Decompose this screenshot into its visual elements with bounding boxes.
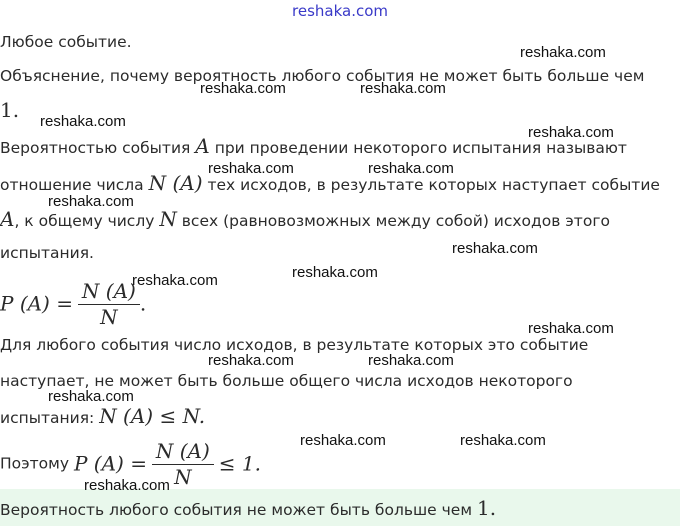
formula-lhs: P (A) = bbox=[73, 451, 147, 476]
definition-text: всех (равновозможных между собой) исходов этого bbox=[181, 212, 610, 230]
answer-box bbox=[0, 489, 680, 526]
reason-line-2: наступает, не может быть больше общего числа исходов некоторого bbox=[0, 372, 573, 390]
watermark: reshaka.com bbox=[452, 240, 538, 257]
watermark: reshaka.com bbox=[368, 160, 454, 177]
event-variable: A bbox=[195, 134, 210, 158]
watermark: reshaka.com bbox=[292, 264, 378, 281]
math-n-of-a: N (A) bbox=[148, 171, 203, 195]
site-link[interactable]: reshaka.com bbox=[292, 2, 388, 20]
definition-line-2 bbox=[0, 171, 660, 195]
reason-text: испытания: bbox=[0, 409, 95, 427]
definition-line-4: испытания. bbox=[0, 244, 94, 262]
fraction-numerator: N (A) bbox=[78, 278, 140, 305]
watermark: reshaka.com bbox=[460, 432, 546, 449]
answer-text: Вероятность любого события не может быть больше чем bbox=[0, 501, 473, 519]
conclusion-prefix: Поэтому bbox=[0, 454, 70, 473]
watermark: reshaka.com bbox=[200, 80, 286, 97]
heading-number: 1. bbox=[0, 98, 20, 122]
definition-text: при проведении некоторого испытания называют bbox=[214, 139, 627, 157]
watermark: reshaka.com bbox=[360, 80, 446, 97]
total-variable: N bbox=[159, 207, 177, 231]
watermark: reshaka.com bbox=[132, 272, 218, 289]
definition-line-3 bbox=[0, 207, 610, 231]
formula-lhs: P (A) = bbox=[0, 291, 73, 316]
fraction-numerator: N (A) bbox=[152, 438, 214, 465]
watermark: reshaka.com bbox=[300, 432, 386, 449]
definition-text: Вероятностью события bbox=[0, 139, 191, 157]
watermark: reshaka.com bbox=[48, 193, 134, 210]
watermark: reshaka.com bbox=[208, 160, 294, 177]
formula-rhs: ≤ 1. bbox=[218, 451, 261, 476]
watermark: reshaka.com bbox=[528, 320, 614, 337]
definition-text: отношение числа bbox=[0, 176, 144, 194]
probability-formula bbox=[0, 278, 146, 329]
fraction-denominator: N bbox=[100, 305, 118, 329]
question-text: Любое событие. bbox=[0, 33, 132, 51]
explanation-heading: Объяснение, почему вероятность любого события не может быть больше чем bbox=[0, 67, 645, 85]
reason-line-3 bbox=[0, 404, 205, 428]
event-variable: A bbox=[0, 207, 15, 231]
watermark: reshaka.com bbox=[40, 113, 126, 130]
definition-text: тех исходов, в результате которых наступает событие bbox=[207, 176, 660, 194]
fraction-denominator: N bbox=[174, 465, 192, 489]
watermark: reshaka.com bbox=[48, 388, 134, 405]
formula-fraction bbox=[78, 278, 140, 329]
watermark: reshaka.com bbox=[84, 477, 170, 494]
answer-number: 1. bbox=[476, 496, 497, 520]
definition-text: , к общему числу bbox=[14, 212, 155, 230]
watermark: reshaka.com bbox=[520, 44, 606, 61]
inequality: N (A) ≤ N. bbox=[99, 404, 206, 428]
formula-end: . bbox=[139, 291, 147, 316]
watermark: reshaka.com bbox=[208, 352, 294, 369]
watermark: reshaka.com bbox=[528, 124, 614, 141]
answer-line bbox=[0, 496, 496, 520]
watermark: reshaka.com bbox=[368, 352, 454, 369]
reason-line-1: Для любого события число исходов, в результате которых это событие bbox=[0, 336, 589, 354]
